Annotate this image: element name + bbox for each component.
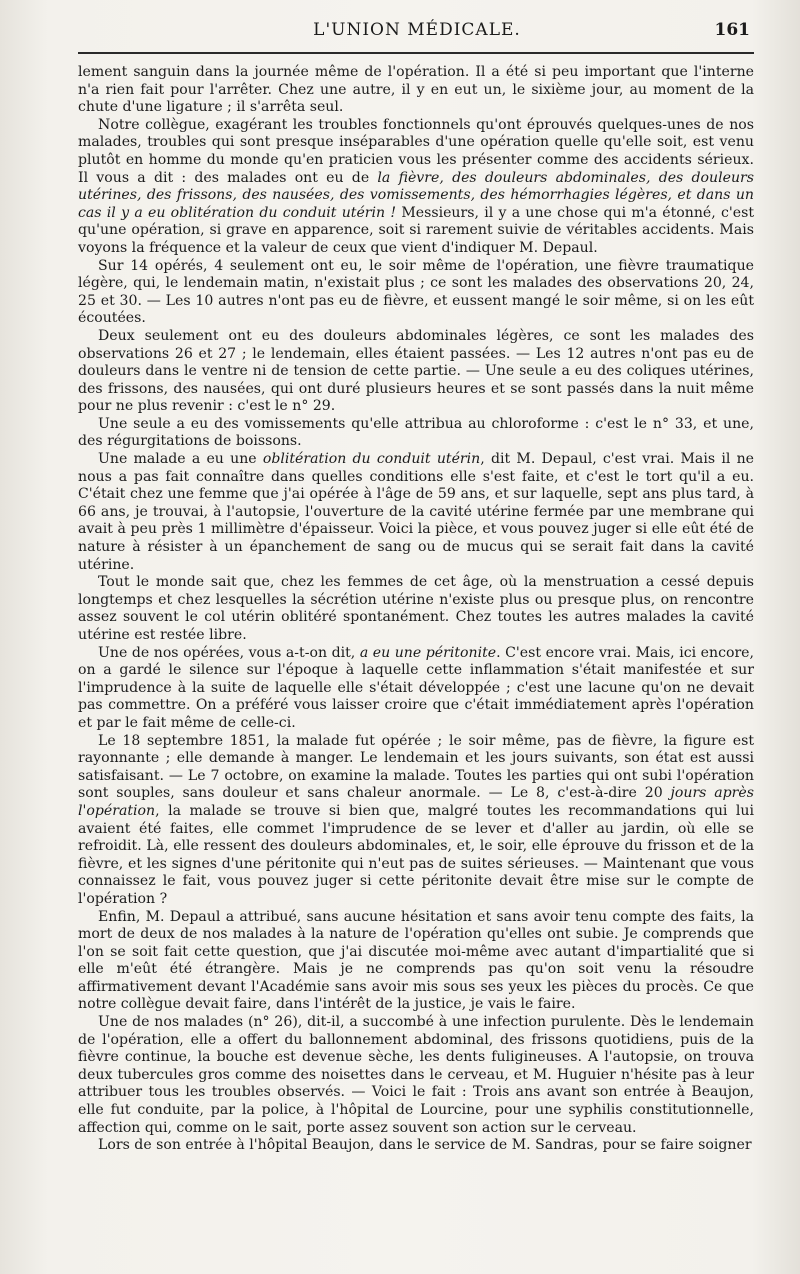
paragraph (78, 328, 754, 416)
text-run: Messieurs, il y a une chose qui m'a étonné, c'est qu'une opération, si grave en apparence, soit si rarement suivie de véritables accidents. Mais voyons la fréquence et la valeur de ceux que vient d'indiquer M. Depaul. (78, 204, 754, 256)
text-run: Une seule a eu des vomissements qu'elle attribua au chloroforme : c'est le n° 33, et une, des régurgitations de boissons. (78, 415, 754, 450)
italic-text: a eu une péritonite (359, 644, 497, 661)
text-run: Deux seulement ont eu des douleurs abdominales légères, ce sont les malades des observations 26 et 27 ; le lendemain, elles étaient passées. — Les 12 autres n'ont pas eu de douleurs dans le ventre ni de tension de cette partie. — Une seule a eu des coliques utérines, des frissons, des nausées, qui ont duré plusieurs heures et se sont passés dans la nuit même pour ne plus revenir : c'est le n° 29. (78, 327, 754, 415)
paragraph (78, 451, 754, 574)
text-run: Sur 14 opérés, 4 seulement ont eu, le soir même de l'opération, une fièvre traumatique légère, qui, le lendemain matin, n'existait plus ; ce sont les malades des observations 20, 24, 25 et 30. — Les 10 autres n'ont pas eu de fièvre, et eussent mangé le soir même, si on les eût écoutées. (78, 257, 754, 327)
running-head (78, 18, 756, 48)
text-run: Notre collègue, exagérant les troubles fonctionnels qu'ont éprouvés quelques-unes de nos malades, troubles qui sont presque inséparables d'une opération quelle qu'elle soit, est venu plutôt en homme du monde qu'en praticien vous les présenter comme des accidents sérieux. Il vous a dit : des malades ont eu de (78, 116, 754, 186)
text-run: Le 18 septembre 1851, la malade fut opérée ; le soir même, pas de fièvre, la figure est rayonnante ; elle demande à manger. Le lendemain et les jours suivants, son état est aussi satisfaisant. — Le 7 octobre, on examine la malade. Toutes les parties qui ont subi l'opération sont souples, sans douleur et sans chaleur anormale. — Le 8, c'est-à-dire 20 (78, 732, 754, 802)
paragraph (78, 733, 754, 909)
header-rule (78, 52, 754, 54)
text-run: Une malade a eu une (98, 451, 263, 468)
text-run: Une de nos malades (n° 26), dit-il, a succombé à une infection purulente. Dès le lendemain de l'opération, elle a offert du ballonnement abdominal, des frissons quotidiens, puis de la fièvre continue, la bouche est devenue sèche, les dents fuligineuses. A l'autopsie, on trouva deux tubercules gros comme des noisettes dans le cerveau, et M. Huguier n'hésite pas à leur attribuer tous les troubles observés. — Voici le fait : Trois ans avant son entrée à Beaujon, elle fut conduite, par la police, à l'hôpital de Lourcine, pour une syphilis constitutionnelle, affection qui, comme on le sait, porte assez souvent son action sur le cerveau. (78, 1014, 754, 1136)
text-run: Tout le monde sait que, chez les femmes de cet âge, où la menstruation a cessé depuis longtemps et chez lesquelles la sécrétion utérine n'existe plus ou presque plus, on rencontre assez souvent le col utérin oblitéré spontanément. Chez toutes les autres malades la cavité utérine est restée libre. (78, 574, 754, 643)
text-run: Enfin, M. Depaul a attribué, sans aucune hésitation et sans avoir tenu compte des faits, la mort de deux de nos malades à la nature de l'opération qu'elles ont subie. Je comprends que l'on se soit fait cette question, que j'ai discutée moi-même avec autant d'impartialité que si elle m'eût été étrangère. Mais je ne comprends pas qu'on soit venu la résoudre affirmativement devant l'Académie sans avoir mis sous ses yeux les pièces du procès. Ce que notre collègue devait faire, dans l'intérêt de la justice, je vais le faire. (78, 908, 754, 1013)
text-run: Une de nos opérées, vous a-t-on dit, (98, 644, 360, 661)
paragraph (78, 574, 754, 644)
journal-title: L'UNION MÉDICALE. (313, 20, 521, 40)
paragraph (78, 1137, 754, 1155)
paragraph (78, 117, 754, 258)
italic-text: jours après l'opération (78, 785, 754, 819)
article-body (78, 64, 754, 1155)
text-run: . C'est encore vrai. Mais, ici encore, on a gardé le silence sur l'époque à laquelle cette inflammation s'était manifestée et sur l'imprudence à la suite de laquelle elle s'était développée ; c'est une lacune qu'on ne devait pas commettre. On a préféré vous laisser croire que c'était immédiatement après l'opération et par le fait même de celle-ci. (78, 644, 755, 731)
italic-text: la fièvre, des douleurs abdominales, des douleurs utérines, des frissons, des nausées, des vomissements, des hémorrhagies légères, et dans un cas il y a eu oblitération du conduit utérin ! (78, 169, 755, 221)
text-run: , la malade se trouve si bien que, malgré toutes les recommandations qui lui avaient été faites, elle commet l'imprudence de se lever et d'aller au jardin, où elle se refroidit. Là, elle ressent des douleurs abdominales, et, le soir, elle éprouve du frisson et de la fièvre, et les signes d'une péritonite qui n'eut pas de suites sérieuses. — Maintenant que vous connaissez le fait, vous pouvez juger si cette péritonite devait être mise sur le compte de l'opération ? (78, 802, 754, 907)
italic-text: oblitération du conduit utérin (262, 451, 481, 468)
paragraph (78, 1014, 754, 1137)
page-number: 161 (714, 20, 750, 40)
text-run: Lors de son entrée à l'hôpital Beaujon, dans le service de M. Sandras, pour se faire soigner (98, 1137, 752, 1154)
paragraph (78, 909, 754, 1015)
text-run: lement sanguin dans la journée même de l'opération. Il a été si peu important que l'interne n'a rien fait pour l'arrêter. Chez une autre, il y en eut un, le sixième jour, au moment de la chute d'une ligature ; il s'arrêta seul. (78, 64, 754, 116)
text-run: , dit M. Depaul, c'est vrai. Mais il ne nous a pas fait connaître dans quelles conditions elle s'est faite, et c'est le tort qu'il a eu. C'était chez une femme que j'ai opérée à l'âge de 59 ans, et sur laquelle, sept ans plus tard, à 66 ans, je trouvai, à l'autopsie, l'ouverture de la cavité utérine fermée par une membrane qui avait à peu près 1 millimètre d'épaisseur. Voici la pièce, et vous pouvez juger si elle eût été de nature à résister à un épanchement de sang ou de mucus qui se serait fait dans la cavité utérine. (78, 451, 754, 573)
paragraph (78, 64, 754, 117)
paragraph (78, 645, 754, 733)
paragraph (78, 416, 754, 451)
paragraph (78, 258, 754, 328)
